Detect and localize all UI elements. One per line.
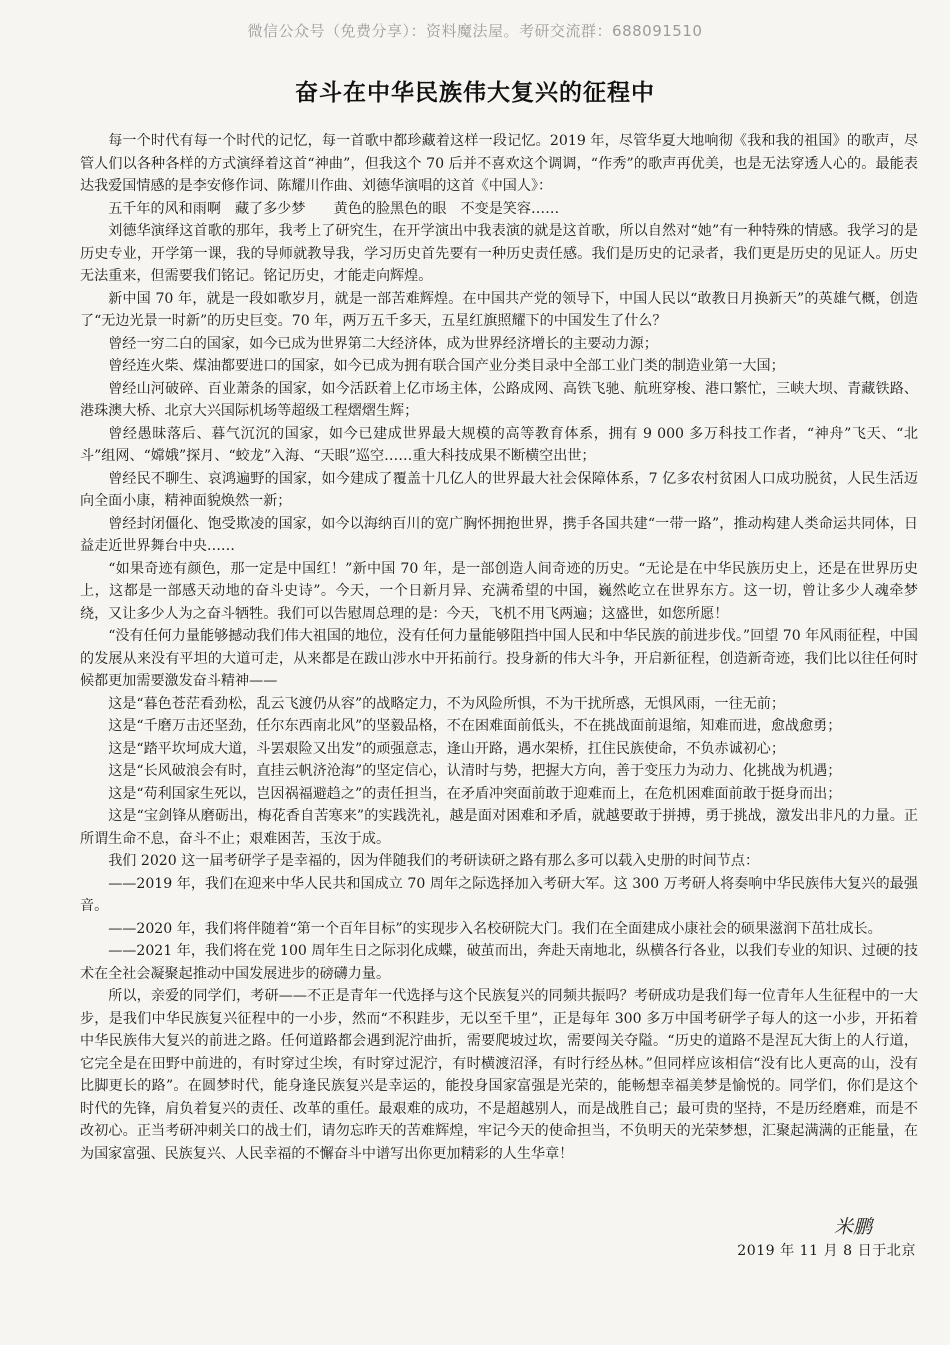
paragraph: 曾经连火柴、煤油都要进口的国家，如今已成为拥有联合国产业分类目录中全部工业门类的制造业第一大国； (108, 358, 785, 374)
paragraph: 刘德华演绎这首歌的那年，我考上了研究生，在开学演出中我表演的就是这首歌，所以自然对“她”有一种特殊的情感。我学习的是历史专业，开学第一课，我的导师就教导我，学习历史首先要有一种历史责任感。我们是历史的记录者，我们更是历史的见证人。历史无法重来，但需要我们铭记。铭记历史，才能走向辉煌。 (80, 223, 918, 284)
paragraph: 这是“宝剑锋从磨砺出，梅花香自苦寒来”的实践洗礼，越是面对困难和矛盾，就越要敢于拼搏，勇于挑战，激发出非凡的力量。正所谓生命不息，奋斗不止；艰难困苦，玉汝于成。 (80, 808, 918, 847)
paragraph: 每一个时代有每一个时代的记忆，每一首歌中都珍藏着这样一段记忆。2019 年，尽管华夏大地响彻《我和我的祖国》的歌声，尽管人们以各种各样的方式演绎着这首“神曲”，但我这个 70 后并不喜欢这个调调，“作秀”的歌声再优美，也是无法穿透人心的。最能表达我爱国情感的是李安修作词、陈耀川作曲、刘德华演唱的这首《中国人》： (80, 133, 918, 194)
watermark-text: 微信公众号（免费分享）：资料魔法屋。考研交流群：688091510 (247, 22, 703, 40)
paragraph: 我们 2020 这一届考研学子是幸福的，因为伴随我们的考研读研之路有那么多可以载入史册的时间节点： (108, 853, 760, 869)
paragraph: 曾经封闭僵化、饱受欺凌的国家，如今以海纳百川的宽广胸怀拥抱世界，携手各国共建“一带一路”，推动构建人类命运共同体，日益走近世界舞台中央…… (80, 515, 918, 554)
article-title: 奋斗在中华民族伟大复兴的征程中 (295, 79, 655, 106)
paragraph: 这是“苟利国家生死以，岂因祸福避趋之”的责任担当，在矛盾冲突面前敢于迎难而上，在危机困难面前敢于挺身而出； (108, 785, 842, 802)
paragraph: “如果奇迹有颜色，那一定是中国红！”新中国 70 年，是一部创造人间奇迹的历史。“无论是在中华民族历史上，还是在世界历史上，这都是一部感天动地的奋斗史诗”。今天，一个日新月异、充满希望的中国，巍然屹立在世界东方。这一切，曾让多少人魂牵梦绕，又让多少人为之奋斗牺牲。我们可以告慰周总理的是：今天，飞机不用飞两遍；这盛世，如您所愿！ (80, 560, 918, 622)
paragraph: 这是“暮色苍茫看劲松，乱云飞渡仍从容”的战略定力，不为风险所惧，不为干扰所惑，无惧风雨，一往无前； (108, 695, 785, 712)
paragraph: 所以，亲爱的同学们，考研——不正是青年一代选择与这个民族复兴的同频共振吗？考研成功是我们每一位青年人生征程中的一大步，是我们中华民族复兴征程中的一小步，然而“不积跬步，无以至千里”，正是每年 300 多万中国考研学子每人的这一小步，开拓着中华民族伟大复兴的前进之路。任何道路都会遇到泥泞曲折，需要爬坡过坎，需要闯关夺隘。“历史的道路不是涅瓦大街上的人行道，它完全是在田野中前进的，有时穿过尘埃，有时穿过泥泞，有时横渡沼泽，有时行经丛林。”但同样应该相信“没有比人更高的山，没有比脚更长的路”。在圆梦时代，能身逢民族复兴是幸运的，能投身国家富强是光荣的，能畅想幸福美梦是愉悦的。同学们，你们是这个时代的先锋，肩负着复兴的责任、改革的重任。最艰难的成功，不是超越别人，而是战胜自己；最可贵的坚持，不是历经磨难，而是不改初心。正当考研冲刺关口的战士们，请勿忘昨天的苦难辉煌，牢记今天的使命担当，不负明天的光荣梦想，汇聚起满满的正能量，在为国家富强、民族复兴、人民幸福的不懈奋斗中谱写出你更加精彩的人生华章！ (80, 988, 918, 1162)
signature-date: 2019 年 11 月 8 日于北京 (737, 1243, 916, 1259)
paragraph: 曾经民不聊生、哀鸿遍野的国家，如今建成了覆盖十几亿人的世界最大社会保障体系，7 亿多农村贫困人口成功脱贫，人民生活迈向全面小康，精神面貌焕然一新； (80, 470, 918, 509)
paragraph: 这是“千磨万击还坚劲，任尔东西南北风”的坚毅品格，不在困难面前低头，不在挑战面前退缩，知难而进，愈战愈勇； (108, 718, 842, 734)
paragraph: 这是“长风破浪会有时，直挂云帆济沧海”的坚定信心，认清时与势，把握大方向，善于变压力为动力、化挑战为机遇； (108, 763, 842, 779)
paragraph: 这是“踏平坎坷成大道，斗罢艰险又出发”的顽强意志，逢山开路，遇水架桥，扛住民族使命，不负赤诚初心； (108, 740, 785, 757)
paragraph: 新中国 70 年，就是一段如歌岁月，就是一部苦难辉煌。在中国共产党的领导下，中国人民以“敢教日月换新天”的英雄气概，创造了“无边光景一时新”的历史巨变。70 年，两万五千多天，五星红旗照耀下的中国发生了什么？ (80, 290, 918, 329)
paragraph: ——2020 年，我们将伴随着“第一个百年目标”的实现步入名校研院大门。我们在全面建成小康社会的硕果滋润下茁壮成长。 (108, 920, 882, 937)
author-signature: 米鹏 (833, 1216, 872, 1238)
paragraph: 曾经愚昧落后、暮气沉沉的国家，如今已建成世界最大规模的高等教育体系，拥有 9 000 多万科技工作者，“神舟”飞天、“北斗”组网、“嫦娥”探月、“蛟龙”入海、“天眼”巡空……重大科技成果不断横空出世； (80, 425, 918, 464)
paragraph: 曾经一穷二白的国家，如今已成为世界第二大经济体，成为世界经济增长的主要动力源； (108, 335, 658, 352)
paragraph: ——2019 年，我们在迎来中华人民共和国成立 70 周年之际选择加入考研大军。这 300 万考研人将奏响中华民族伟大复兴的最强音。 (80, 875, 918, 914)
article-body (80, 130, 918, 1165)
paragraph: “没有任何力量能够撼动我们伟大祖国的地位，没有任何力量能够阻挡中国人民和中华民族的前进步伐。”回望 70 年风雨征程，中国的发展从来没有平坦的大道可走，从来都是在跋山涉水中开拓前行。投身新的伟大斗争，开启新征程，创造新奇迹，我们比以往任何时候都更加需要激发奋斗精神—— (80, 628, 918, 689)
paragraph: ——2021 年，我们将在党 100 周年生日之际羽化成蝶，破茧而出，奔赴天南地北，纵横各行各业，以我们专业的知识、过硬的技术在全社会凝聚起推动中国发展进步的磅礴力量。 (80, 943, 918, 982)
lyric-line: 五千年的风和雨啊 藏了多少梦 黄色的脸黑色的眼 不变是笑容…… (108, 200, 560, 217)
paragraph: 曾经山河破碎、百业萧条的国家，如今活跃着上亿市场主体，公路成网、高铁飞驰、航班穿梭、港口繁忙，三峡大坝、青藏铁路、港珠澳大桥、北京大兴国际机场等超级工程熠熠生辉； (80, 380, 918, 419)
